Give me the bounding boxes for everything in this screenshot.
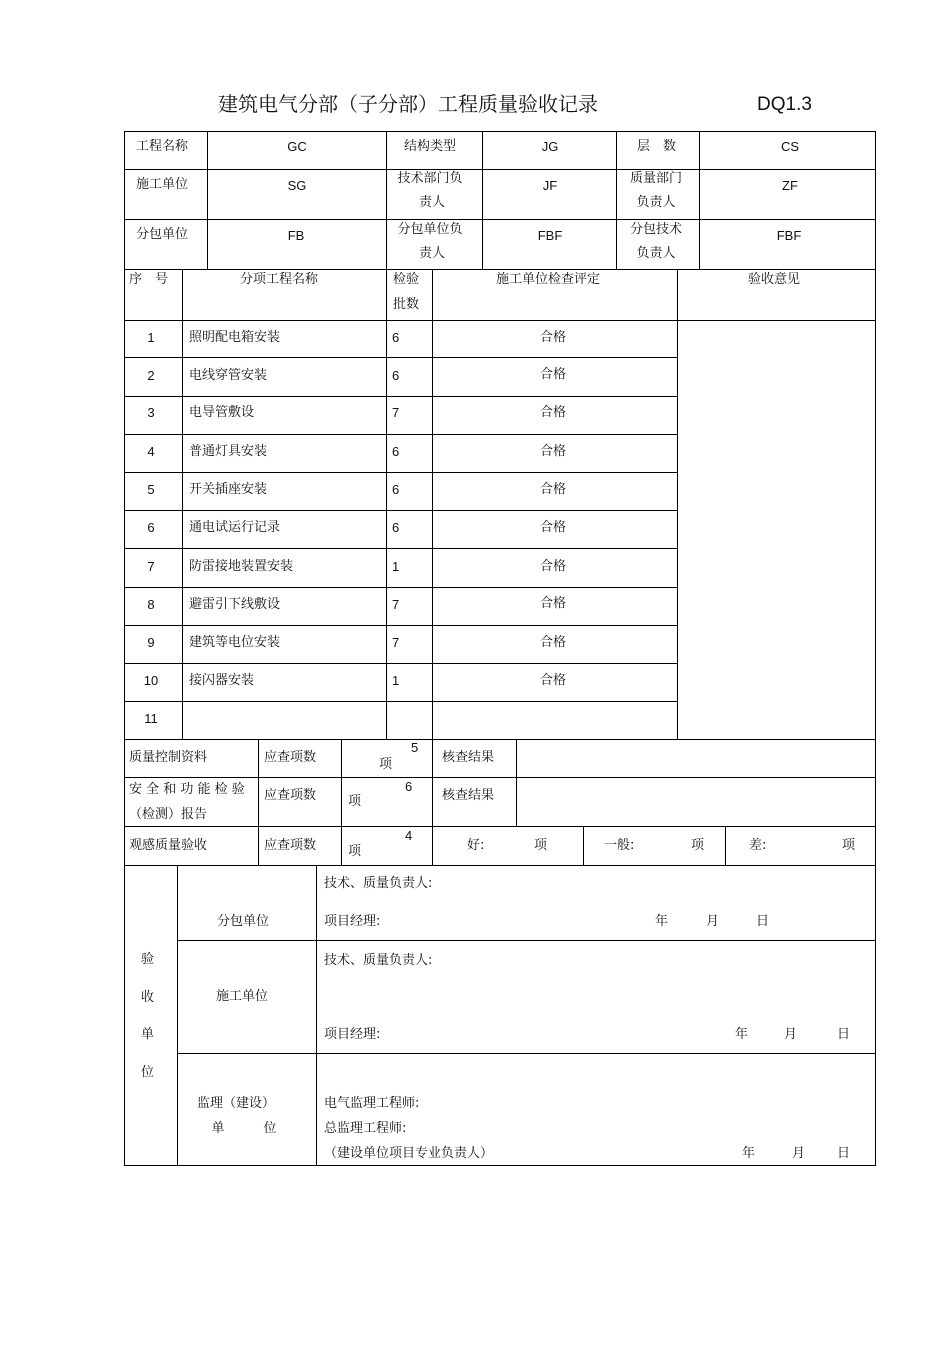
supervision-unit-label-line1: 监理（建设） — [196, 1096, 276, 1111]
sub-unit-label: 分包单位 — [216, 914, 270, 929]
quality-control-count-label: 应查项数 — [264, 750, 317, 765]
structure-type-label: 结构类型 — [404, 139, 457, 154]
appearance-count-label: 应查项数 — [264, 838, 317, 853]
quality-control-count: 5 — [411, 740, 419, 755]
row-9-name: 建筑等电位安装 — [189, 635, 281, 650]
sub-lead-value: FBF — [537, 228, 563, 243]
column-header-evaluation: 施工单位检查评定 — [495, 272, 601, 287]
row-7-no: 7 — [147, 559, 155, 574]
sub-unit-month: 月 — [706, 914, 720, 929]
contractor-value: SG — [287, 178, 307, 193]
safety-count: 6 — [405, 779, 413, 794]
row-5-no: 5 — [147, 482, 155, 497]
contractor-unit-year: 年 — [735, 1027, 749, 1042]
row-10-name: 接闪器安装 — [189, 673, 255, 688]
row-8-batches: 7 — [392, 597, 400, 612]
row-4-name: 普通灯具安装 — [189, 444, 268, 459]
supervision-electrical-engineer: 电气监理工程师: — [324, 1096, 420, 1111]
column-header-batches-line1: 检验 — [393, 272, 420, 287]
row-9-result: 合格 — [539, 635, 567, 650]
safety-label-line1: 安 全 和 功 能 检 验 — [129, 782, 245, 797]
appearance-unit: 项 — [348, 844, 362, 859]
sub-lead-label-line2: 责人 — [418, 246, 446, 261]
row-3-batches: 7 — [392, 405, 400, 420]
appearance-good-unit: 项 — [534, 838, 548, 853]
contractor-unit-tech-quality: 技术、质量负责人: — [324, 953, 433, 968]
sub-tech-label-line2: 负责人 — [636, 246, 676, 261]
row-4-result: 合格 — [539, 444, 567, 459]
row-5-name: 开关插座安装 — [189, 482, 268, 497]
row-6-name: 通电试运行记录 — [189, 520, 281, 535]
floors-value: CS — [780, 139, 800, 154]
quality-control-label: 质量控制资料 — [129, 750, 208, 765]
column-header-opinion: 验收意见 — [747, 272, 801, 287]
row-8-name: 避雷引下线敷设 — [189, 597, 281, 612]
tech-lead-value: JF — [542, 178, 558, 193]
sub-tech-value: FBF — [776, 228, 802, 243]
supervision-year: 年 — [742, 1146, 756, 1161]
row-5-result: 合格 — [539, 482, 567, 497]
acceptance-vertical-2: 收 — [141, 990, 155, 1005]
safety-count-label: 应查项数 — [264, 788, 317, 803]
column-header-batches-line2: 批数 — [393, 297, 420, 312]
row-1-name: 照明配电箱安装 — [189, 330, 281, 345]
subcontractor-value: FB — [287, 228, 305, 243]
quality-control-check-label: 核查结果 — [442, 750, 495, 765]
supervision-owner-representative: （建设单位项目专业负责人） — [324, 1146, 494, 1161]
acceptance-vertical-4: 位 — [141, 1065, 155, 1080]
appearance-count: 4 — [405, 828, 413, 843]
row-6-no: 6 — [147, 520, 155, 535]
row-10-batches: 1 — [392, 673, 400, 688]
safety-check-label: 核查结果 — [442, 788, 495, 803]
sub-unit-day: 日 — [756, 914, 770, 929]
tech-lead-label-line1: 技术部门负 — [397, 171, 463, 186]
contractor-unit-day: 日 — [837, 1027, 851, 1042]
supervision-day: 日 — [837, 1146, 851, 1161]
row-9-batches: 7 — [392, 635, 400, 650]
sub-unit-tech-quality: 技术、质量负责人: — [324, 876, 433, 891]
row-6-result: 合格 — [539, 520, 567, 535]
appearance-normal-label: 一般: — [604, 838, 635, 853]
row-1-no: 1 — [147, 330, 155, 345]
appearance-label: 观感质量验收 — [129, 838, 208, 853]
row-2-batches: 6 — [392, 368, 400, 383]
contractor-label: 施工单位 — [136, 177, 189, 192]
quality-lead-label-line2: 负责人 — [636, 195, 676, 210]
page-title: 建筑电气分部（子分部）工程质量验收记录 — [218, 92, 598, 116]
quality-lead-value: ZF — [782, 178, 798, 193]
row-2-no: 2 — [147, 368, 155, 383]
acceptance-vertical-3: 单 — [141, 1027, 155, 1042]
row-4-no: 4 — [147, 444, 155, 459]
appearance-good-label: 好: — [467, 838, 485, 853]
column-header-item-name: 分项工程名称 — [239, 272, 319, 287]
row-4-batches: 6 — [392, 444, 400, 459]
document-code: DQ1.3 — [757, 94, 812, 115]
row-11-no: 11 — [144, 711, 158, 726]
row-5-batches: 6 — [392, 482, 400, 497]
row-7-result: 合格 — [539, 559, 567, 574]
tech-lead-label-line2: 责人 — [418, 195, 446, 210]
sub-lead-label-line1: 分包单位负 — [397, 222, 463, 237]
row-10-no: 10 — [143, 673, 159, 688]
structure-type-value: JG — [541, 139, 559, 154]
appearance-poor-label: 差: — [749, 838, 767, 853]
row-10-result: 合格 — [539, 673, 567, 688]
row-7-name: 防雷接地装置安装 — [189, 559, 294, 574]
contractor-unit-month: 月 — [784, 1027, 798, 1042]
project-name-label: 工程名称 — [136, 139, 189, 154]
row-3-no: 3 — [147, 405, 155, 420]
sub-tech-label-line1: 分包技术 — [629, 222, 683, 237]
supervision-chief-engineer: 总监理工程师: — [324, 1121, 407, 1136]
row-6-batches: 6 — [392, 520, 400, 535]
sub-unit-year: 年 — [655, 914, 669, 929]
supervision-unit-label-line2: 单 位 — [211, 1121, 277, 1136]
row-7-batches: 1 — [392, 559, 400, 574]
row-2-result: 合格 — [539, 367, 567, 382]
subcontractor-label: 分包单位 — [136, 227, 189, 242]
row-3-result: 合格 — [539, 405, 567, 420]
row-3-name: 电导管敷设 — [189, 405, 255, 420]
project-name-value: GC — [287, 139, 307, 154]
row-1-batches: 6 — [392, 330, 400, 345]
sub-unit-pm: 项目经理: — [324, 914, 381, 929]
safety-unit: 项 — [348, 794, 362, 809]
row-8-no: 8 — [147, 597, 155, 612]
supervision-month: 月 — [792, 1146, 806, 1161]
appearance-poor-unit: 项 — [842, 838, 856, 853]
acceptance-vertical-1: 验 — [141, 952, 155, 967]
column-header-seq: 序 号 — [129, 272, 169, 287]
row-1-result: 合格 — [539, 330, 567, 345]
quality-control-unit: 项 — [379, 757, 393, 772]
row-2-name: 电线穿管安装 — [189, 368, 268, 383]
appearance-normal-unit: 项 — [691, 838, 705, 853]
row-9-no: 9 — [147, 635, 155, 650]
contractor-unit-label: 施工单位 — [215, 989, 269, 1004]
floors-label: 层 数 — [637, 139, 677, 154]
safety-label-line2: （检测）报告 — [129, 807, 208, 822]
quality-lead-label-line1: 质量部门 — [629, 171, 683, 186]
row-8-result: 合格 — [539, 596, 567, 611]
contractor-unit-pm: 项目经理: — [324, 1027, 381, 1042]
